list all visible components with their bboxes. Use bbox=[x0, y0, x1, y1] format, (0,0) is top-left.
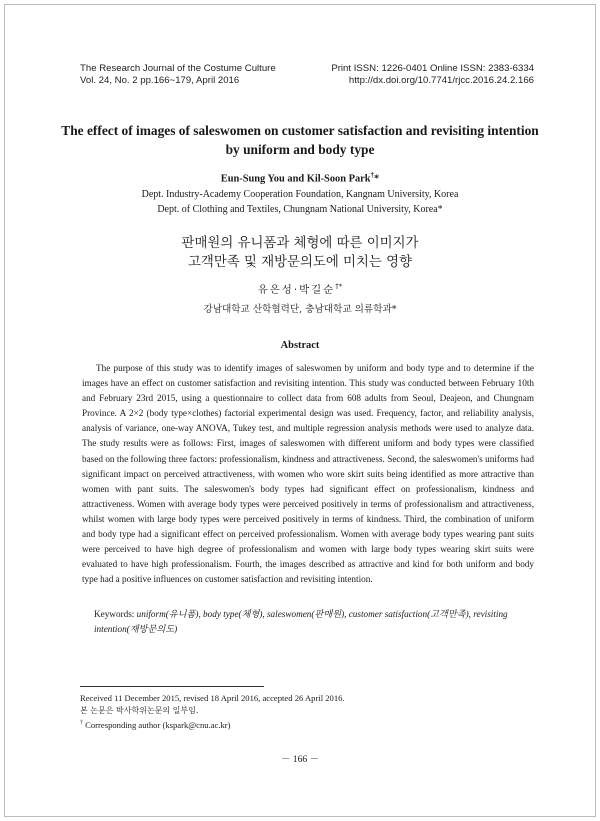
received-dates: Received 11 December 2015, revised 18 April 2016, accepted 26 April 2016. bbox=[80, 693, 345, 703]
keywords-list: uniform(유니폼), body type(체형), saleswomen(판매원), customer satisfaction(고객만족), revisiting intention(재방문의도) bbox=[94, 609, 508, 634]
paper-title: The effect of images of saleswomen on customer satisfaction and revisiting intention by uniform and body type bbox=[61, 123, 539, 157]
abstract-heading: Abstract bbox=[280, 340, 320, 351]
footnotes bbox=[80, 692, 534, 731]
korean-author-marks: †* bbox=[335, 282, 343, 291]
authors bbox=[60, 171, 540, 184]
affiliation-2: Dept. of Clothing and Textiles, Chungnam National University, Korea* bbox=[157, 203, 443, 215]
issn: Print ISSN: 1226-0401 Online ISSN: 2383-6334 bbox=[331, 63, 534, 74]
footnote-divider bbox=[80, 686, 264, 687]
author-star: * bbox=[374, 173, 380, 185]
page-number: － 166 － bbox=[280, 754, 320, 765]
korean-affiliation: 강남대학교 산학협력단, 충남대학교 의류학과* bbox=[203, 304, 397, 315]
keywords-label: Keywords: bbox=[94, 609, 135, 619]
affiliation-1: Dept. Industry-Academy Cooperation Foundation, Kangnam University, Korea bbox=[141, 189, 459, 200]
thesis-note: 본 논문은 박사학위논문의 일부임. bbox=[80, 705, 199, 715]
keywords bbox=[94, 607, 534, 637]
journal-name: The Research Journal of the Costume Culture bbox=[80, 63, 276, 74]
doi-link[interactable]: http://dx.doi.org/10.7741/rjcc.2016.24.2.166 bbox=[348, 75, 534, 86]
corresponding-author-text: Corresponding author (kspark@cnu.ac.kr) bbox=[85, 719, 231, 730]
corresponding-author bbox=[80, 717, 534, 731]
author-names: Eun-Sung You and Kil-Soon Park bbox=[220, 173, 371, 185]
affiliations bbox=[60, 188, 540, 217]
abstract-body: The purpose of this study was to identify images of saleswomen by uniform and body type and to determine if the images have an effect on customer satisfaction and revisiting intention. This study was conducted between February 10th and February 23rd 2015, using a questionnaire to collect data from 608 adults from Seoul, Deajeon, and Chungnam Province. A 2×2 (body type×clothes) factorial experimental design was used. Frequency, factor, and reliability analysis, analysis of variance, one-way ANOVA, Tukey test, and multiple regression analysis methods were used to analyze data. The study results were as follows: First, images of saleswomen with different uniform and body types were classified based on the following three factors: professionalism, kindness and attractiveness. Second, the saleswomen's uniforms had significant impact on perceived attractiveness, with women who wore skirt suits being identified as more attractive than women with pant suits. The saleswomen's body types had significant effect on professionalism, kindness and attractiveness. Women with average body types were perceived positively in terms of professionalism and attractiveness, whilst women with large body types were perceived positively in terms of kindness. Third, the combination of uniform and body type had a significant effect on perceived professionalism. Women with average body types wearing pant suits were perceived to have high degree of professionalism and women with large body types wearing skirt suits were evaluated to have high professionalism. Fourth, the images described as attractive and kind for both uniform and body type had a positive influences on customer satisfaction and revisiting intention. bbox=[82, 363, 534, 585]
volume-info: Vol. 24, No. 2 pp.166~179, April 2016 bbox=[80, 75, 240, 86]
korean-author-names: 유은성·박길순 bbox=[257, 284, 336, 296]
korean-title-line-1: 판매원의 유니폼과 체형에 따른 이미지가 bbox=[181, 236, 419, 251]
journal-header bbox=[80, 63, 534, 87]
korean-title-line-2: 고객만족 및 재방문의도에 미치는 영향 bbox=[188, 255, 412, 270]
korean-title bbox=[60, 234, 540, 272]
korean-authors bbox=[60, 281, 540, 296]
corresponding-mark: † bbox=[370, 171, 375, 179]
corresponding-author-mark: † bbox=[80, 720, 83, 726]
